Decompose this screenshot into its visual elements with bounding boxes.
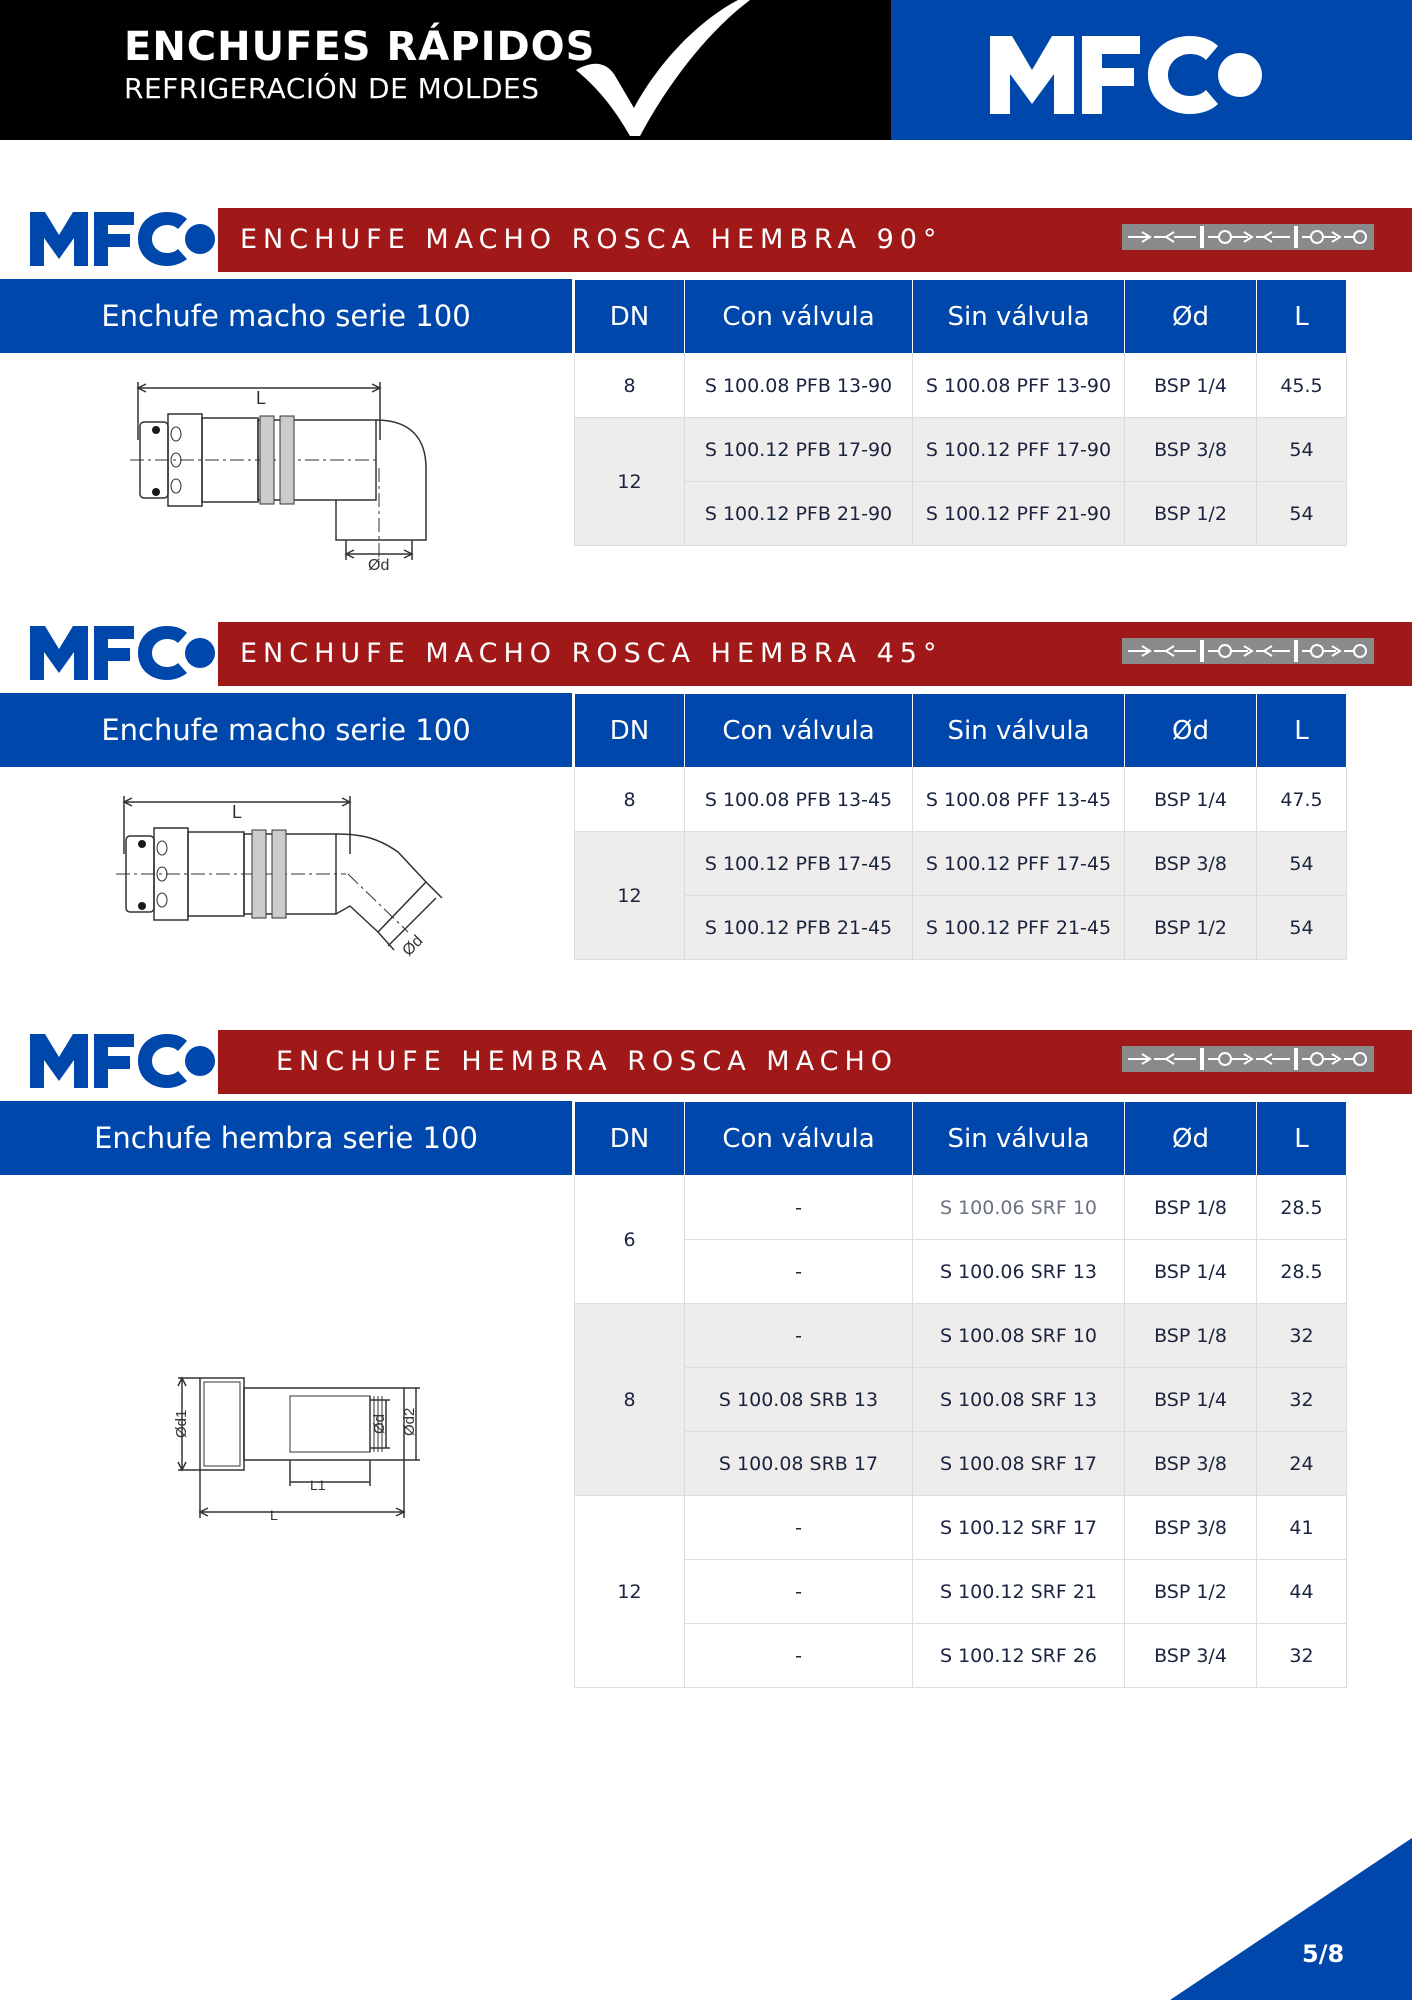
section-title: ENCHUFE MACHO ROSCA HEMBRA 45° — [240, 638, 943, 669]
cell-length: 32 — [1257, 1304, 1347, 1368]
coupling-icon-strip — [1122, 224, 1374, 250]
cell-length: 41 — [1257, 1496, 1347, 1560]
header-black-panel — [0, 0, 891, 140]
cell-sin-valvula: S 100.12 PFF 21-45 — [913, 896, 1125, 960]
column-header-sin-valvula: Sin válvula — [913, 694, 1125, 768]
cell-diameter: BSP 1/4 — [1125, 768, 1257, 832]
table-row — [575, 1304, 1347, 1368]
table-row — [575, 482, 1347, 546]
column-header-sin-valvula: Sin válvula — [913, 280, 1125, 354]
cell-diameter: BSP 1/2 — [1125, 896, 1257, 960]
cell-length: 54 — [1257, 418, 1347, 482]
cell-dn: 8 — [575, 768, 685, 832]
mfc-logo — [990, 30, 1270, 120]
column-header-length: L — [1257, 280, 1347, 354]
dimension-label-l: L — [270, 1507, 278, 1520]
cell-dn: 8 — [575, 354, 685, 418]
cell-con-valvula: S 100.12 PFB 21-45 — [685, 896, 913, 960]
cell-sin-valvula: S 100.12 SRF 26 — [913, 1624, 1125, 1688]
technical-drawing-45 — [116, 792, 446, 982]
column-header-con-valvula: Con válvula — [685, 280, 913, 354]
cell-diameter: BSP 3/8 — [1125, 418, 1257, 482]
cell-diameter: BSP 1/4 — [1125, 1368, 1257, 1432]
cell-length: 32 — [1257, 1624, 1347, 1688]
section-banner — [0, 208, 1412, 272]
table-row — [575, 1432, 1347, 1496]
cell-sin-valvula: S 100.12 SRF 21 — [913, 1560, 1125, 1624]
cell-length: 24 — [1257, 1432, 1347, 1496]
cell-length: 54 — [1257, 832, 1347, 896]
dimension-label-l: L — [232, 802, 243, 822]
column-header-dn: DN — [575, 1102, 685, 1176]
cell-length: 28.5 — [1257, 1240, 1347, 1304]
product-table — [574, 279, 1347, 546]
table-row — [575, 354, 1347, 418]
dimension-label-d2: Ød2 — [401, 1407, 418, 1436]
table-row — [575, 1368, 1347, 1432]
cell-sin-valvula: S 100.08 SRF 13 — [913, 1368, 1125, 1432]
dimension-label-l1: L1 — [310, 1477, 326, 1493]
cell-sin-valvula: S 100.12 SRF 17 — [913, 1496, 1125, 1560]
section-title: ENCHUFE MACHO ROSCA HEMBRA 90° — [240, 224, 943, 255]
table-row — [575, 896, 1347, 960]
cell-sin-valvula: S 100.12 PFF 17-90 — [913, 418, 1125, 482]
cell-sin-valvula: S 100.12 PFF 21-90 — [913, 482, 1125, 546]
column-header-con-valvula: Con válvula — [685, 1102, 913, 1176]
section-title: ENCHUFE HEMBRA ROSCA MACHO — [276, 1046, 899, 1077]
cell-sin-valvula: S 100.08 SRF 10 — [913, 1304, 1125, 1368]
cell-con-valvula: - — [685, 1304, 913, 1368]
cell-diameter: BSP 1/8 — [1125, 1176, 1257, 1240]
cell-length: 28.5 — [1257, 1176, 1347, 1240]
cell-sin-valvula: S 100.06 SRF 13 — [913, 1240, 1125, 1304]
product-table — [574, 693, 1347, 960]
dimension-label-d1: Ød1 — [173, 1409, 190, 1438]
footer-corner-triangle — [1170, 1838, 1412, 2000]
cell-con-valvula: - — [685, 1176, 913, 1240]
cell-dn: 6 — [575, 1176, 685, 1304]
dimension-label-d: Ød — [368, 557, 390, 573]
cell-length: 44 — [1257, 1560, 1347, 1624]
catalog-title: ENCHUFES RÁPIDOS — [124, 24, 596, 70]
column-header-diameter: Ød — [1125, 1102, 1257, 1176]
coupling-icon-strip — [1122, 638, 1374, 664]
cell-diameter: BSP 3/4 — [1125, 1624, 1257, 1688]
cell-length: 47.5 — [1257, 768, 1347, 832]
cell-diameter: BSP 3/8 — [1125, 1496, 1257, 1560]
column-header-con-valvula: Con válvula — [685, 694, 913, 768]
cell-con-valvula: S 100.08 PFB 13-45 — [685, 768, 913, 832]
cell-diameter: BSP 3/8 — [1125, 1432, 1257, 1496]
cell-con-valvula: S 100.12 PFB 17-45 — [685, 832, 913, 896]
dimension-label-l: L — [256, 388, 267, 408]
series-label: Enchufe macho serie 100 — [0, 279, 572, 353]
cell-con-valvula: S 100.12 PFB 21-90 — [685, 482, 913, 546]
technical-drawing-hembra — [160, 1370, 420, 1520]
section-banner — [0, 1030, 1412, 1094]
column-header-length: L — [1257, 694, 1347, 768]
table-row — [575, 1176, 1347, 1240]
product-table — [574, 1101, 1347, 1688]
mfc-logo — [28, 622, 218, 686]
series-label: Enchufe macho serie 100 — [0, 693, 572, 767]
coupling-icon-strip — [1122, 1046, 1374, 1072]
cell-con-valvula: S 100.08 SRB 17 — [685, 1432, 913, 1496]
cell-diameter: BSP 1/2 — [1125, 1560, 1257, 1624]
cell-length: 45.5 — [1257, 354, 1347, 418]
table-row — [575, 418, 1347, 482]
cell-diameter: BSP 1/4 — [1125, 354, 1257, 418]
column-header-sin-valvula: Sin válvula — [913, 1102, 1125, 1176]
mfc-logo — [28, 208, 218, 272]
cell-diameter: BSP 1/8 — [1125, 1304, 1257, 1368]
cell-con-valvula: S 100.08 SRB 13 — [685, 1368, 913, 1432]
dimension-label-d: Ød — [399, 932, 427, 960]
cell-diameter: BSP 1/2 — [1125, 482, 1257, 546]
cell-length: 54 — [1257, 482, 1347, 546]
cell-con-valvula: - — [685, 1496, 913, 1560]
cell-sin-valvula: S 100.08 PFF 13-45 — [913, 768, 1125, 832]
series-label: Enchufe hembra serie 100 — [0, 1101, 572, 1175]
cell-sin-valvula: S 100.08 SRF 17 — [913, 1432, 1125, 1496]
column-header-diameter: Ød — [1125, 280, 1257, 354]
cell-sin-valvula: S 100.12 PFF 17-45 — [913, 832, 1125, 896]
catalog-subtitle: REFRIGERACIÓN DE MOLDES — [124, 72, 540, 105]
cell-con-valvula: S 100.12 PFB 17-90 — [685, 418, 913, 482]
table-row — [575, 1560, 1347, 1624]
cell-dn: 12 — [575, 418, 685, 546]
cell-sin-valvula: S 100.06 SRF 10 — [913, 1176, 1125, 1240]
cell-dn: 12 — [575, 1496, 685, 1688]
cell-con-valvula: - — [685, 1240, 913, 1304]
cell-con-valvula: S 100.08 PFB 13-90 — [685, 354, 913, 418]
cell-con-valvula: - — [685, 1624, 913, 1688]
table-row — [575, 1496, 1347, 1560]
technical-drawing-90 — [130, 378, 440, 573]
table-row — [575, 832, 1347, 896]
table-row — [575, 1240, 1347, 1304]
cell-sin-valvula: S 100.08 PFF 13-90 — [913, 354, 1125, 418]
cell-diameter: BSP 3/8 — [1125, 832, 1257, 896]
cell-diameter: BSP 1/4 — [1125, 1240, 1257, 1304]
checkmark-icon — [570, 0, 750, 140]
mfc-logo — [28, 1030, 218, 1094]
cell-dn: 12 — [575, 832, 685, 960]
cell-con-valvula: - — [685, 1560, 913, 1624]
cell-length: 54 — [1257, 896, 1347, 960]
column-header-dn: DN — [575, 694, 685, 768]
table-row — [575, 1624, 1347, 1688]
cell-length: 32 — [1257, 1368, 1347, 1432]
dimension-label-d: Ød — [371, 1413, 388, 1434]
cell-dn: 8 — [575, 1304, 685, 1496]
column-header-dn: DN — [575, 280, 685, 354]
column-header-length: L — [1257, 1102, 1347, 1176]
section-banner — [0, 622, 1412, 686]
table-row — [575, 768, 1347, 832]
column-header-diameter: Ød — [1125, 694, 1257, 768]
page-number: 5/8 — [1302, 1940, 1345, 1968]
